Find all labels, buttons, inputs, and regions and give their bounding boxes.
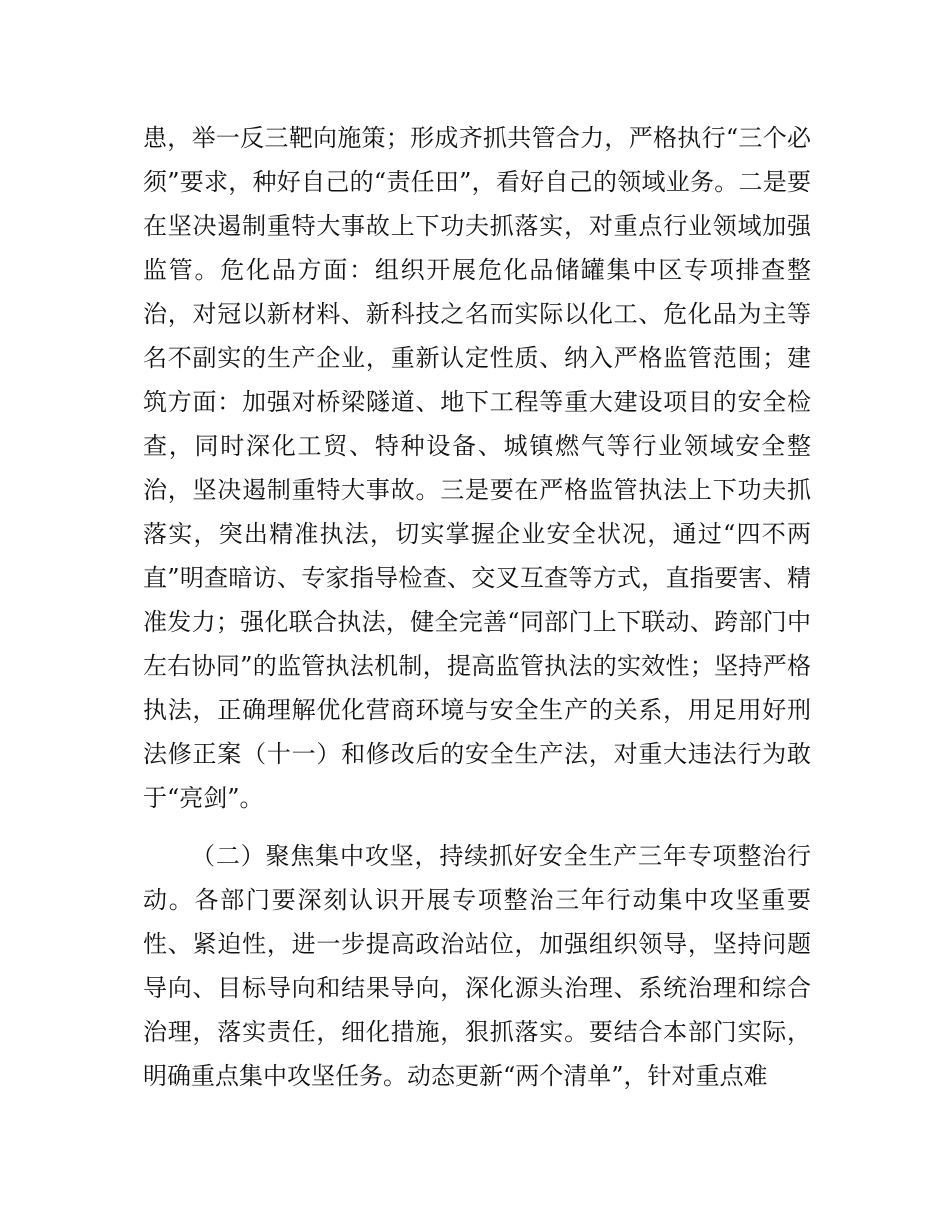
body-paragraph-2: （二）聚焦集中攻坚，持续抓好安全生产三年专项整治行动。各部门要深刻认识开展专项整治三年行动集中攻坚重要性、紧迫性，进一步提高政治站位，加强组织领导，坚持问题导向、目标导向和结果导向，深化源头治理、系统治理和综合治理，落实责任，细化措施，狠抓落实。要结合本部门实际，明确重点集中攻坚任务。动态更新“两个清单”，针对重点难 (143, 842, 811, 1090)
document-body (143, 116, 811, 1098)
body-paragraph-1: 患，举一反三靶向施策；形成齐抓共管合力，严格执行“三个必须”要求，种好自己的“责任田”，看好自己的领域业务。二是要在坚决遏制重特大事故上下功夫抓落实，对重点行业领域加强监管。危化品方面：组织开展危化品储罐集中区专项排查整治，对冠以新材料、新科技之名而实际以化工、危化品为主等名不副实的生产企业，重新认定性质、纳入严格监管范围；建筑方面：加强对桥梁隧道、地下工程等重大建设项目的安全检查，同时深化工贸、特种设备、城镇燃气等行业领域安全整治，坚决遏制重特大事故。三是要在严格监管执法上下功夫抓落实，突出精准执法，切实掌握企业安全状况，通过“四不两直”明查暗访、专家指导检查、交叉互查等方式，直指要害、精准发力；强化联合执法，健全完善“同部门上下联动、跨部门中左右协同”的监管执法机制，提高监管执法的实效性；坚持严格执法，正确理解优化营商环境与安全生产的关系，用足用好刑法修正案（十一）和修改后的安全生产法，对重大违法行为敢于“亮剑”。 (143, 124, 811, 812)
